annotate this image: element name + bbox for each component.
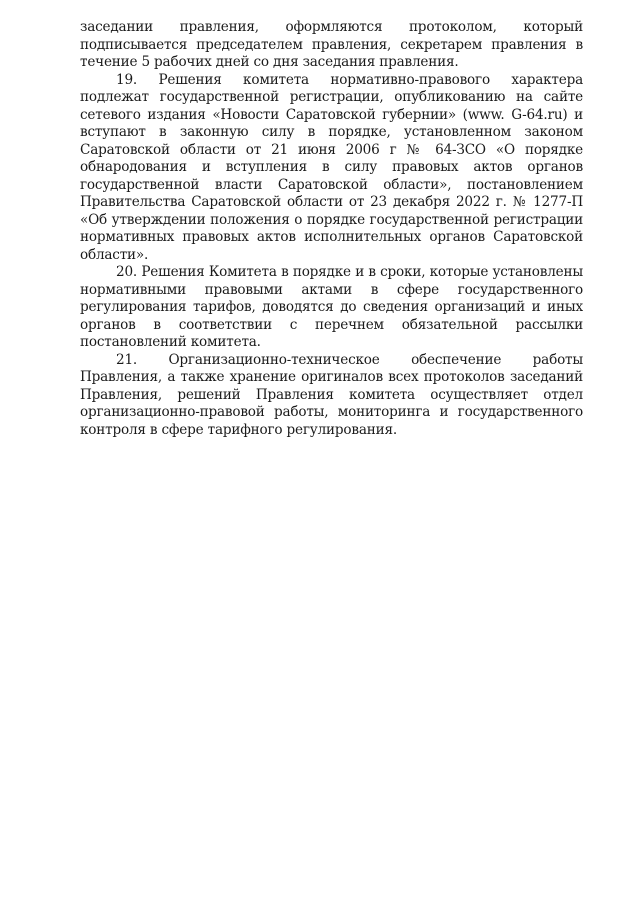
paragraph-continuation: заседании правления, оформляются протоколом, который подписывается председателем правления, секретарем правления в течение 5 рабочих дней со дня заседания правления. xyxy=(80,19,583,70)
document-body xyxy=(80,19,583,439)
paragraph-19: 19. Решения комитета нормативно-правового характера подлежат государственной регистрации, опубликованию на сайте сетевого издания «Новости Саратовской губернии» (www. G-64.ru) и вступают в законную силу в порядке, установленном законом Саратовской области от 21 июня 2006 г № 64-ЗСО «О порядке обнародования и вступления в силу правовых актов органов государственной власти Саратовской области», постановлением Правительства Саратовской области от 23 декабря 2022 г. № 1277-П «Об утверждении положения о порядке государственной регистрации нормативных правовых актов исполнительных органов Саратовской области». xyxy=(80,71,583,263)
paragraph-21: 21. Организационно-техническое обеспечение работы Правления, а также хранение оригиналов всех протоколов заседаний Правления, решений Правления комитета осуществляет отдел организационно-правовой работы, мониторинга и государственного контроля в сфере тарифного регулирования. xyxy=(80,351,583,438)
paragraph-20: 20. Решения Комитета в порядке и в сроки, которые установлены нормативными правовыми актами в сфере государственного регулирования тарифов, доводятся до сведения организаций и иных органов в соответствии с перечнем обязательной рассылки постановлений комитета. xyxy=(80,264,583,350)
